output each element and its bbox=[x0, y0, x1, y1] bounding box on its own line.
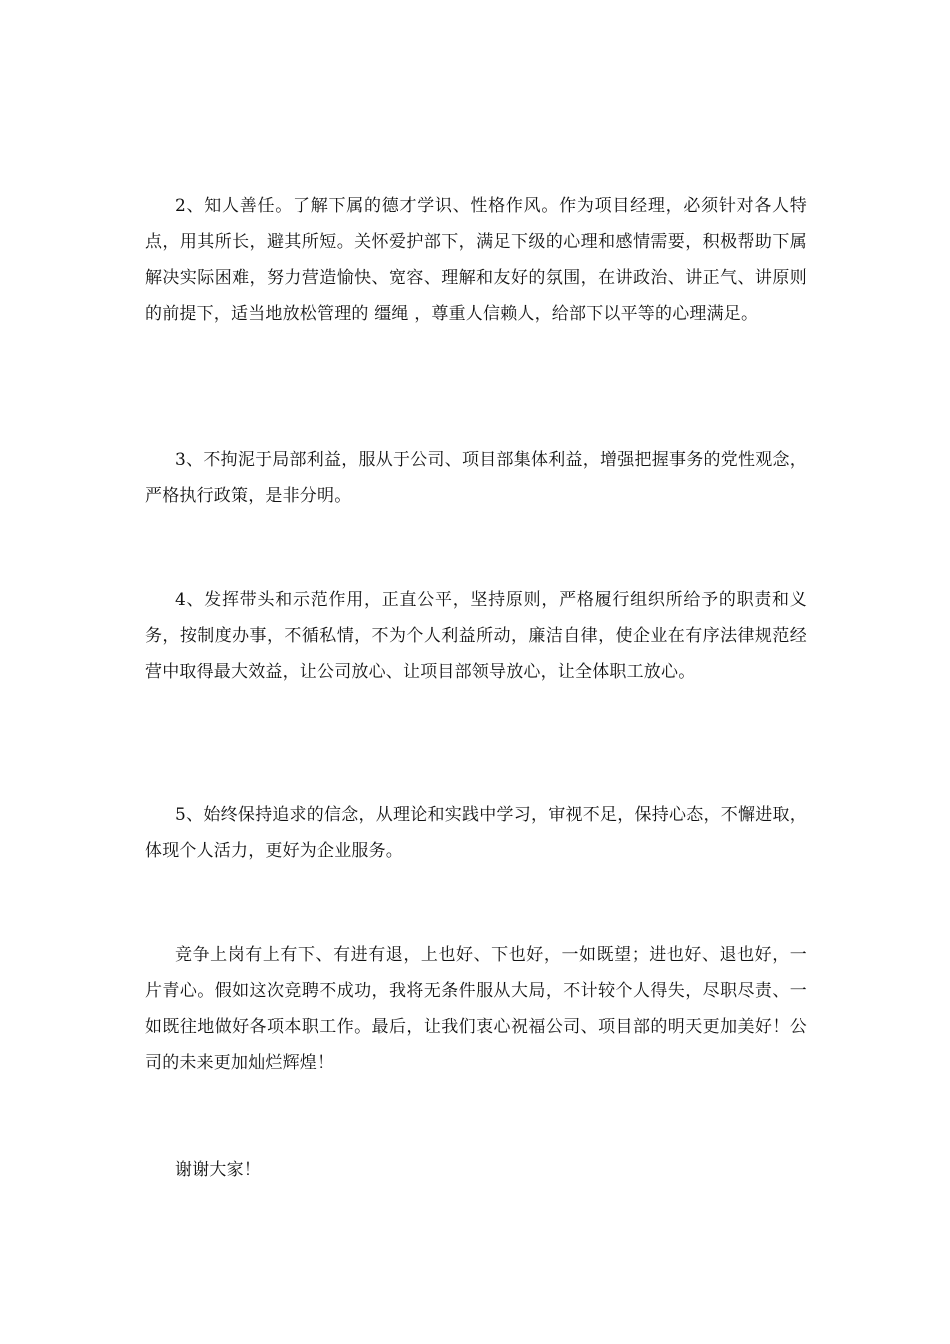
paragraph-closing-statement: 竞争上岗有上有下、有进有退，上也好、下也好，一如既望；进也好、退也好，一片青心。假如这次竞聘不成功，我将无条件服从大局，不计较个人得失，尽职尽责、一如既往地做好各项本职工作。最后，让我们衷心祝福公司、项目部的明天更加美好！公司的未来更加灿烂辉煌！ bbox=[145, 945, 807, 1073]
paragraph-thanks: 谢谢大家！ bbox=[175, 1160, 261, 1180]
paragraph-3-collective-interest: 3、不拘泥于局部利益，服从于公司、项目部集体利益，增强把握事务的党性观念，严格执行政策，是非分明。 bbox=[145, 450, 807, 506]
paragraph-5-keep-learning: 5、始终保持追求的信念，从理论和实践中学习，审视不足，保持心态，不懈进取，体现个人活力，更好为企业服务。 bbox=[145, 805, 807, 861]
paragraph-2-know-people: 2、知人善任。了解下属的德才学识、性格作风。作为项目经理，必须针对各人特点，用其所长，避其所短。关怀爱护部下，满足下级的心理和感情需要，积极帮助下属解决实际困难，努力营造愉快、宽容、理解和友好的氛围，在讲政治、讲正气、讲原则的前提下，适当地放松管理的 缰绳 ，尊重人信赖人，给部下以平等的心理满足。 bbox=[145, 196, 807, 324]
paragraph-4-lead-by-example: 4、发挥带头和示范作用，正直公平，坚持原则，严格履行组织所给予的职责和义务，按制度办事，不循私情，不为个人利益所动，廉洁自律，使企业在有序法律规范经营中取得最大效益，让公司放心、让项目部领导放心，让全体职工放心。 bbox=[145, 590, 807, 682]
